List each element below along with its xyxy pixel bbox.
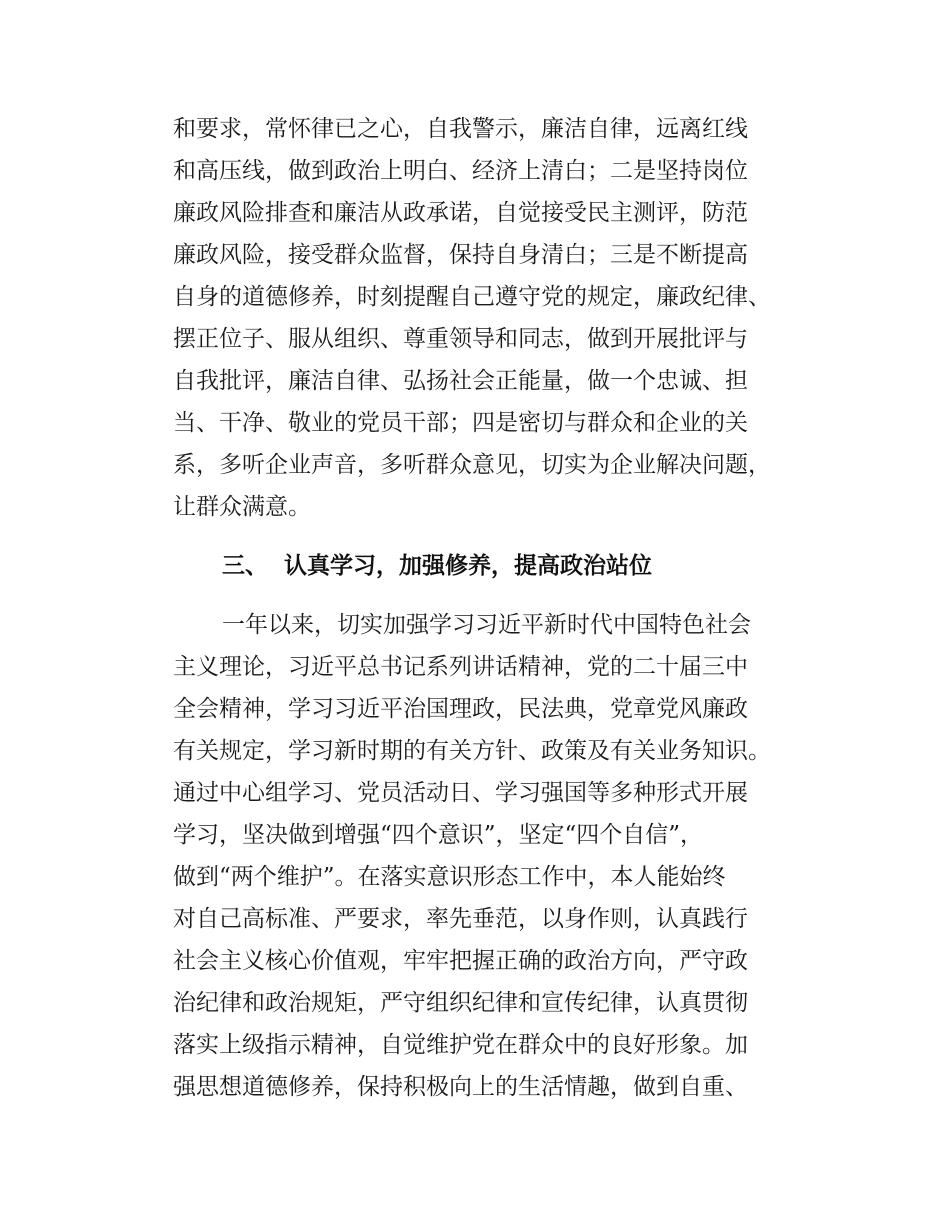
- text-line: 通过中心组学习、党员活动日、学习强国等多种形式开展: [173, 780, 748, 806]
- text-line: 强思想道德修养，保持积极向上的生活情趣，做到自重、: [173, 1074, 748, 1100]
- text-line: 治纪律和政治规矩，严守组织纪律和宣传纪律，认真贯彻: [173, 990, 748, 1016]
- text-line: 学习，坚决做到增强“四个意识”，坚定“四个自信”，: [173, 822, 704, 848]
- text-line: 对自己高标准、严要求，率先垂范，以身作则，认真践行: [173, 906, 748, 932]
- text-line: 摆正位子、服从组织、尊重领导和同志，做到开展批评与: [173, 326, 748, 352]
- text-line: 自我批评，廉洁自律、弘扬社会正能量，做一个忠诚、担: [173, 368, 748, 394]
- section-number: 三、: [222, 553, 268, 579]
- text-line: 系，多听企业声音，多听群众意见，切实为企业解决问题，: [173, 452, 771, 478]
- text-line: 有关规定，学习新时期的有关方针、政策及有关业务知识。: [173, 738, 771, 764]
- text-line: 自身的道德修养，时刻提醒自己遵守党的规定，廉政纪律、: [173, 284, 771, 310]
- text-line: 和要求，常怀律已之心，自我警示，廉洁自律，远离红线: [173, 116, 748, 142]
- text-line: 一年以来，切实加强学习习近平新时代中国特色社会: [222, 612, 751, 638]
- text-line: 落实上级指示精神，自觉维护党在群众中的良好形象。加: [173, 1032, 748, 1058]
- text-line: 主义理论，习近平总书记系列讲话精神，党的二十届三中: [173, 654, 748, 680]
- text-line: 廉政风险排查和廉洁从政承诺，自觉接受民主测评，防范: [173, 200, 748, 226]
- text-line: 和高压线，做到政治上明白、经济上清白；二是坚持岗位: [173, 158, 748, 184]
- text-line: 廉政风险，接受群众监督，保持自身清白；三是不断提高: [173, 242, 748, 268]
- section-heading: [222, 546, 822, 586]
- text-line: 做到“两个维护”。在落实意识形态工作中，本人能始终: [173, 864, 726, 890]
- section-title: 认真学习，加强修养，提高政治站位: [284, 553, 652, 579]
- text-line: 全会精神，学习习近平治国理政，民法典，党章党风廉政: [173, 696, 748, 722]
- text-line: 让群众满意。: [173, 494, 311, 520]
- text-line: 当、干净、敬业的党员干部；四是密切与群众和企业的关: [173, 410, 748, 436]
- text-line: 社会主义核心价值观，牢牢把握正确的政治方向，严守政: [173, 948, 748, 974]
